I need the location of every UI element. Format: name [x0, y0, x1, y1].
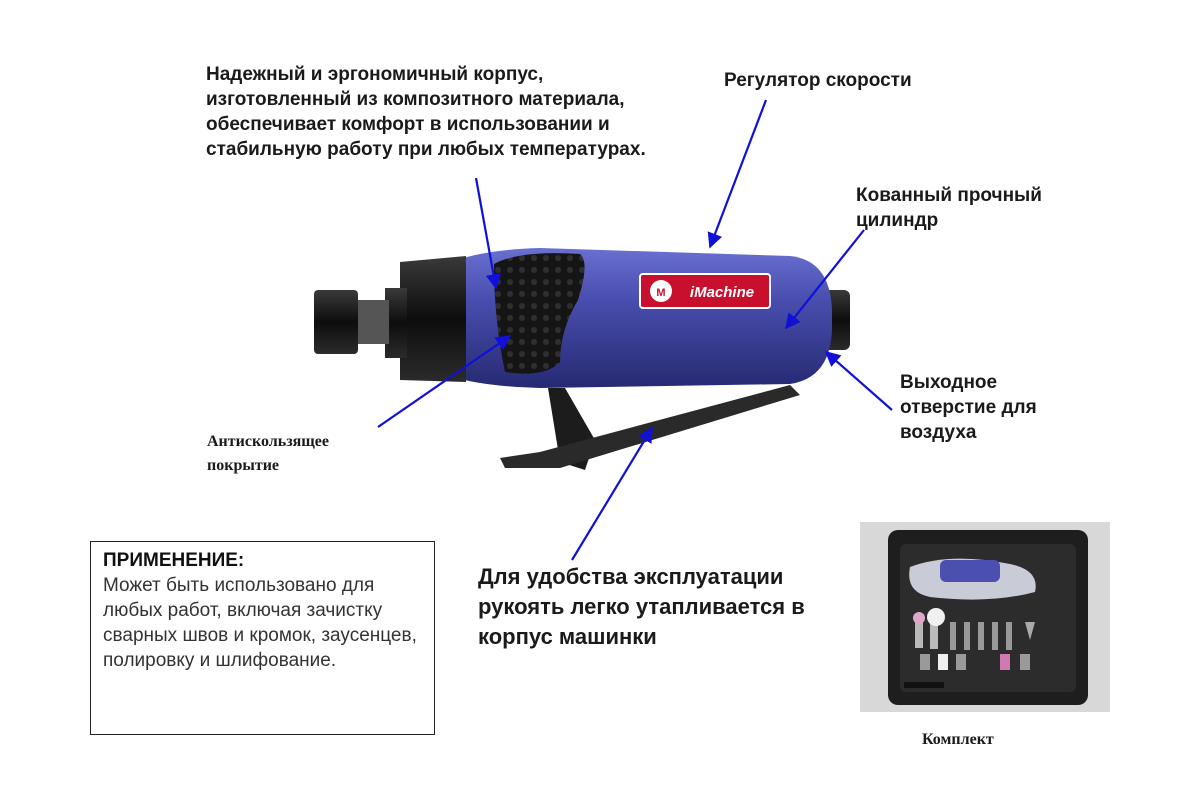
label-cylinder: Кованный прочный цилиндр: [856, 185, 1042, 231]
brand-text: iMachine: [689, 284, 755, 301]
label-anti-slip: Антискользящее покрытие: [207, 433, 329, 474]
arrow-exhaust: [826, 352, 892, 410]
tool-body: [440, 248, 832, 388]
arrow-speed: [710, 100, 766, 247]
label-lever: Для удобства эксплуатации рукоять легко утапливается в корпус машинки: [478, 564, 805, 649]
svg-text:M: M: [656, 287, 666, 299]
kit-photo: [860, 522, 1110, 712]
label-body: Надежный и эргономичный корпус, изготовленный из композитного материала, обеспечивает комфорт в использовании и стабильную работу при любых температурах.: [206, 64, 646, 160]
brand-logo: [640, 274, 770, 308]
label-speed-regulator: Регулятор скорости: [724, 70, 912, 91]
application-box: [90, 541, 435, 735]
trigger-lever: [500, 385, 800, 470]
label-exhaust: Выходное отверстие для воздуха: [900, 372, 1037, 443]
label-kit: Комплект: [922, 731, 994, 748]
application-text: Может быть использовано для любых работ, включая зачистку сварных швов и кромок, заусенцев, полировку и шлифование.: [103, 575, 417, 671]
application-title: ПРИМЕНЕНИЕ:: [103, 550, 245, 571]
collet-assembly: [314, 256, 466, 382]
